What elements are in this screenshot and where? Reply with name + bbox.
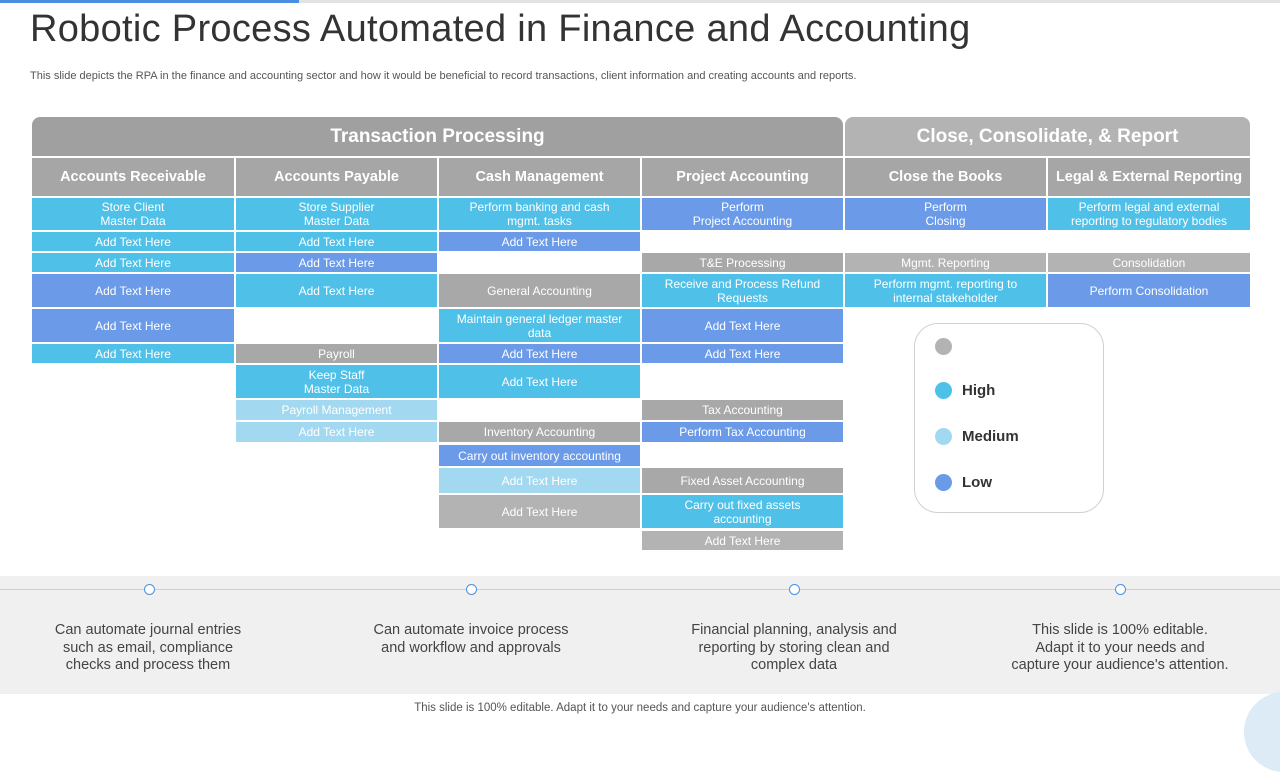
- column-header-accounts-payable: Accounts Payable: [236, 158, 437, 196]
- legend-label-low: Low: [962, 474, 992, 491]
- timeline-node-icon: [144, 584, 155, 595]
- ctb-cell: Perform mgmt. reporting to internal stakeholder: [845, 274, 1046, 307]
- cm-cell: Add Text Here: [439, 344, 640, 363]
- legend-dot-high-icon: [935, 382, 952, 399]
- cm-cell: Perform banking and cash mgmt. tasks: [439, 198, 640, 230]
- legend-dot-gray-icon: [935, 338, 952, 355]
- ctb-cell: Mgmt. Reporting: [845, 253, 1046, 272]
- page-title: Robotic Process Automated in Finance and Accounting: [30, 8, 971, 50]
- group-close-consolidate-report: Close, Consolidate, & Report: [845, 117, 1250, 156]
- legend-item-medium: [935, 428, 1019, 445]
- pa-cell: Tax Accounting: [642, 400, 843, 420]
- cm-cell: General Accounting: [439, 274, 640, 307]
- column-header-legal-external-reporting: Legal & External Reporting: [1048, 158, 1250, 196]
- ap-cell: Payroll: [236, 344, 437, 363]
- timeline-node-icon: [466, 584, 477, 595]
- ap-cell: Add Text Here: [236, 253, 437, 272]
- cm-cell: Add Text Here: [439, 232, 640, 251]
- benefits-band: [0, 576, 1280, 694]
- benefit-text-4: This slide is 100% editable. Adapt it to your needs and capture your audience's attention.: [1011, 622, 1229, 673]
- cm-cell: Add Text Here: [439, 495, 640, 528]
- timeline-line: [0, 589, 1280, 590]
- ar-cell: Add Text Here: [32, 253, 234, 272]
- page-subtitle: This slide depicts the RPA in the finance and accounting sector and how it would be beneficial to record transactions, client information and creating accounts and reports.: [30, 70, 857, 82]
- timeline-node-icon: [789, 584, 800, 595]
- cm-cell: Add Text Here: [439, 365, 640, 398]
- ar-cell: Add Text Here: [32, 232, 234, 251]
- top-progress-bar: [0, 0, 1280, 3]
- ap-cell: Payroll Management: [236, 400, 437, 420]
- ap-cell: Add Text Here: [236, 274, 437, 307]
- pa-cell: Receive and Process Refund Requests: [642, 274, 843, 307]
- column-header-accounts-receivable: Accounts Receivable: [32, 158, 234, 196]
- pa-cell: Add Text Here: [642, 309, 843, 342]
- group-transaction-processing: Transaction Processing: [32, 117, 843, 156]
- column-header-close-the-books: Close the Books: [845, 158, 1046, 196]
- column-header-project-accounting: Project Accounting: [642, 158, 843, 196]
- ar-cell: Add Text Here: [32, 344, 234, 363]
- legend-item-low: [935, 474, 992, 491]
- ap-cell: Add Text Here: [236, 232, 437, 251]
- legend-box: [914, 323, 1104, 513]
- timeline-node-icon: [1115, 584, 1126, 595]
- benefit-text-2: Can automate invoice process and workflow and approvals: [373, 622, 569, 656]
- cm-cell: Add Text Here: [439, 468, 640, 493]
- pa-cell: Perform Tax Accounting: [642, 422, 843, 442]
- cm-cell: Maintain general ledger master data: [439, 309, 640, 342]
- pa-cell: Add Text Here: [642, 531, 843, 550]
- ler-cell: Consolidation: [1048, 253, 1250, 272]
- legend-item-gray: [935, 338, 962, 355]
- pa-cell: Carry out fixed assets accounting: [642, 495, 843, 528]
- pa-cell: Perform Project Accounting: [642, 198, 843, 230]
- top-progress-accent: [0, 0, 299, 3]
- ar-cell: Add Text Here: [32, 309, 234, 342]
- cm-cell: Inventory Accounting: [439, 422, 640, 442]
- pa-cell: T&E Processing: [642, 253, 843, 272]
- cm-cell: Carry out inventory accounting: [439, 445, 640, 466]
- ap-cell: Store Supplier Master Data: [236, 198, 437, 230]
- ap-cell: Add Text Here: [236, 422, 437, 442]
- ler-cell: Perform legal and external reporting to regulatory bodies: [1048, 198, 1250, 230]
- pa-cell: Fixed Asset Accounting: [642, 468, 843, 493]
- ar-cell: Store Client Master Data: [32, 198, 234, 230]
- ler-cell: Perform Consolidation: [1048, 274, 1250, 307]
- column-header-cash-management: Cash Management: [439, 158, 640, 196]
- legend-item-high: [935, 382, 995, 399]
- pa-cell: Add Text Here: [642, 344, 843, 363]
- ar-cell: Add Text Here: [32, 274, 234, 307]
- benefit-text-1: Can automate journal entries such as email, compliance checks and process them: [54, 622, 242, 673]
- ap-cell: Keep Staff Master Data: [236, 365, 437, 398]
- footer-text: This slide is 100% editable. Adapt it to your needs and capture your audience's attention.: [414, 702, 866, 714]
- legend-label-medium: Medium: [962, 428, 1019, 445]
- legend-dot-low-icon: [935, 474, 952, 491]
- legend-label-high: High: [962, 382, 996, 399]
- legend-dot-medium-icon: [935, 428, 952, 445]
- ctb-cell: Perform Closing: [845, 198, 1046, 230]
- benefit-text-3: Financial planning, analysis and reporting by storing clean and complex data: [691, 622, 897, 673]
